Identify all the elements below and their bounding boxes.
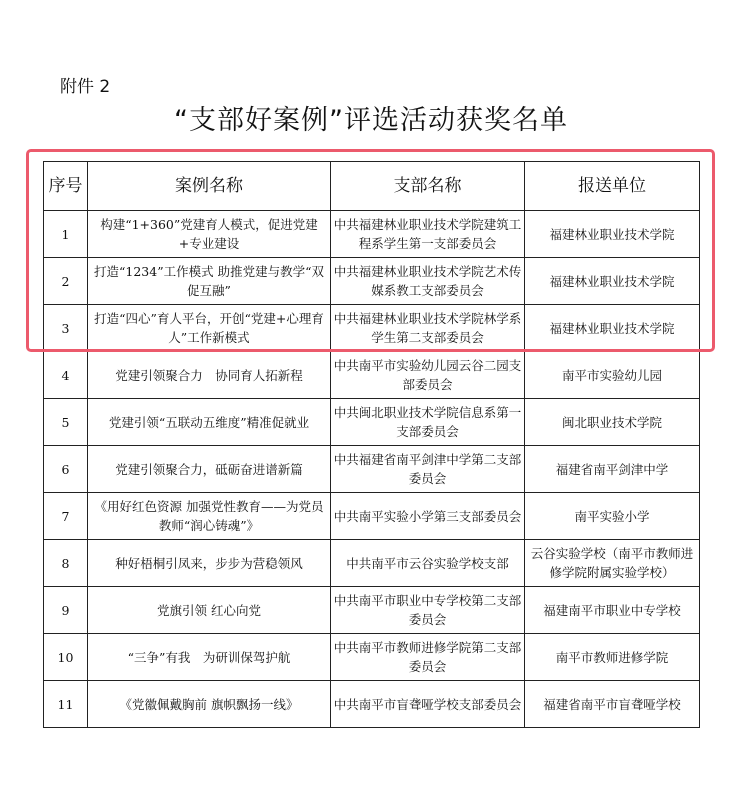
row-no: 2	[44, 258, 88, 305]
row-case-name: 党旗引领 红心向党	[88, 587, 331, 634]
table-row	[44, 540, 700, 587]
row-no: 6	[44, 446, 88, 493]
row-case-name: 《党徽佩戴胸前 旗帜飘扬一线》	[88, 681, 331, 728]
row-no: 4	[44, 352, 88, 399]
attachment-label: 附件 2	[60, 77, 111, 97]
table-header-row	[44, 162, 700, 211]
row-branch-name: 中共南平市教师进修学院第二支部委员会	[331, 634, 525, 681]
row-no: 1	[44, 211, 88, 258]
row-branch-name: 中共南平市盲聋哑学校支部委员会	[331, 681, 525, 728]
row-case-name: 种好梧桐引凤来，步步为营稳领风	[88, 540, 331, 587]
row-branch-name: 中共南平市职业中专学校第二支部委员会	[331, 587, 525, 634]
header-case-name: 案例名称	[88, 162, 331, 211]
row-case-name: 党建引领聚合力，砥砺奋进谱新篇	[88, 446, 331, 493]
table-row	[44, 258, 700, 305]
row-unit: 福建林业职业技术学院	[525, 258, 700, 305]
table-row	[44, 352, 700, 399]
row-unit: 福建林业职业技术学院	[525, 211, 700, 258]
table-row	[44, 446, 700, 493]
row-unit: 南平实验小学	[525, 493, 700, 540]
row-branch-name: 中共南平市云谷实验学校支部	[331, 540, 525, 587]
row-branch-name: 中共福建林业职业技术学院艺术传媒系教工支部委员会	[331, 258, 525, 305]
table-row	[44, 211, 700, 258]
table-row	[44, 587, 700, 634]
table-row	[44, 681, 700, 728]
row-unit: 云谷实验学校（南平市教师进修学院附属实验学校）	[525, 540, 700, 587]
row-no: 5	[44, 399, 88, 446]
row-branch-name: 中共南平实验小学第三支部委员会	[331, 493, 525, 540]
award-list-table	[43, 161, 700, 728]
row-branch-name: 中共闽北职业技术学院信息系第一支部委员会	[331, 399, 525, 446]
row-branch-name: 中共福建省南平剑津中学第二支部委员会	[331, 446, 525, 493]
row-unit: 南平市实验幼儿园	[525, 352, 700, 399]
row-branch-name: 中共福建林业职业技术学院建筑工程系学生第一支部委员会	[331, 211, 525, 258]
row-case-name: 打造“四心”育人平台，开创“党建+心理育人”工作新模式	[88, 305, 331, 352]
table-row	[44, 399, 700, 446]
row-case-name: 构建“1+360”党建育人模式，促进党建+专业建设	[88, 211, 331, 258]
row-unit: 福建林业职业技术学院	[525, 305, 700, 352]
header-no: 序号	[44, 162, 88, 211]
row-case-name: 党建引领聚合力 协同育人拓新程	[88, 352, 331, 399]
row-case-name: 《用好红色资源 加强党性教育——为党员教师“润心铸魂”》	[88, 493, 331, 540]
row-branch-name: 中共福建林业职业技术学院林学系学生第二支部委员会	[331, 305, 525, 352]
row-unit: 南平市教师进修学院	[525, 634, 700, 681]
table-row	[44, 493, 700, 540]
row-unit: 福建省南平市盲聋哑学校	[525, 681, 700, 728]
row-no: 11	[44, 681, 88, 728]
row-no: 8	[44, 540, 88, 587]
row-unit: 福建南平市职业中专学校	[525, 587, 700, 634]
row-no: 9	[44, 587, 88, 634]
header-branch-name: 支部名称	[331, 162, 525, 211]
table-row	[44, 305, 700, 352]
page-title: “支部好案例”评选活动获奖名单	[174, 105, 568, 136]
row-case-name: 打造“1234”工作模式 助推党建与教学“双促互融”	[88, 258, 331, 305]
row-unit: 闽北职业技术学院	[525, 399, 700, 446]
row-no: 3	[44, 305, 88, 352]
row-branch-name: 中共南平市实验幼儿园云谷二园支部委员会	[331, 352, 525, 399]
row-no: 10	[44, 634, 88, 681]
row-no: 7	[44, 493, 88, 540]
table-row	[44, 634, 700, 681]
row-case-name: 党建引领“五联动五维度”精准促就业	[88, 399, 331, 446]
row-unit: 福建省南平剑津中学	[525, 446, 700, 493]
row-case-name: “三争”有我 为研训保驾护航	[88, 634, 331, 681]
header-submitting-unit: 报送单位	[525, 162, 700, 211]
